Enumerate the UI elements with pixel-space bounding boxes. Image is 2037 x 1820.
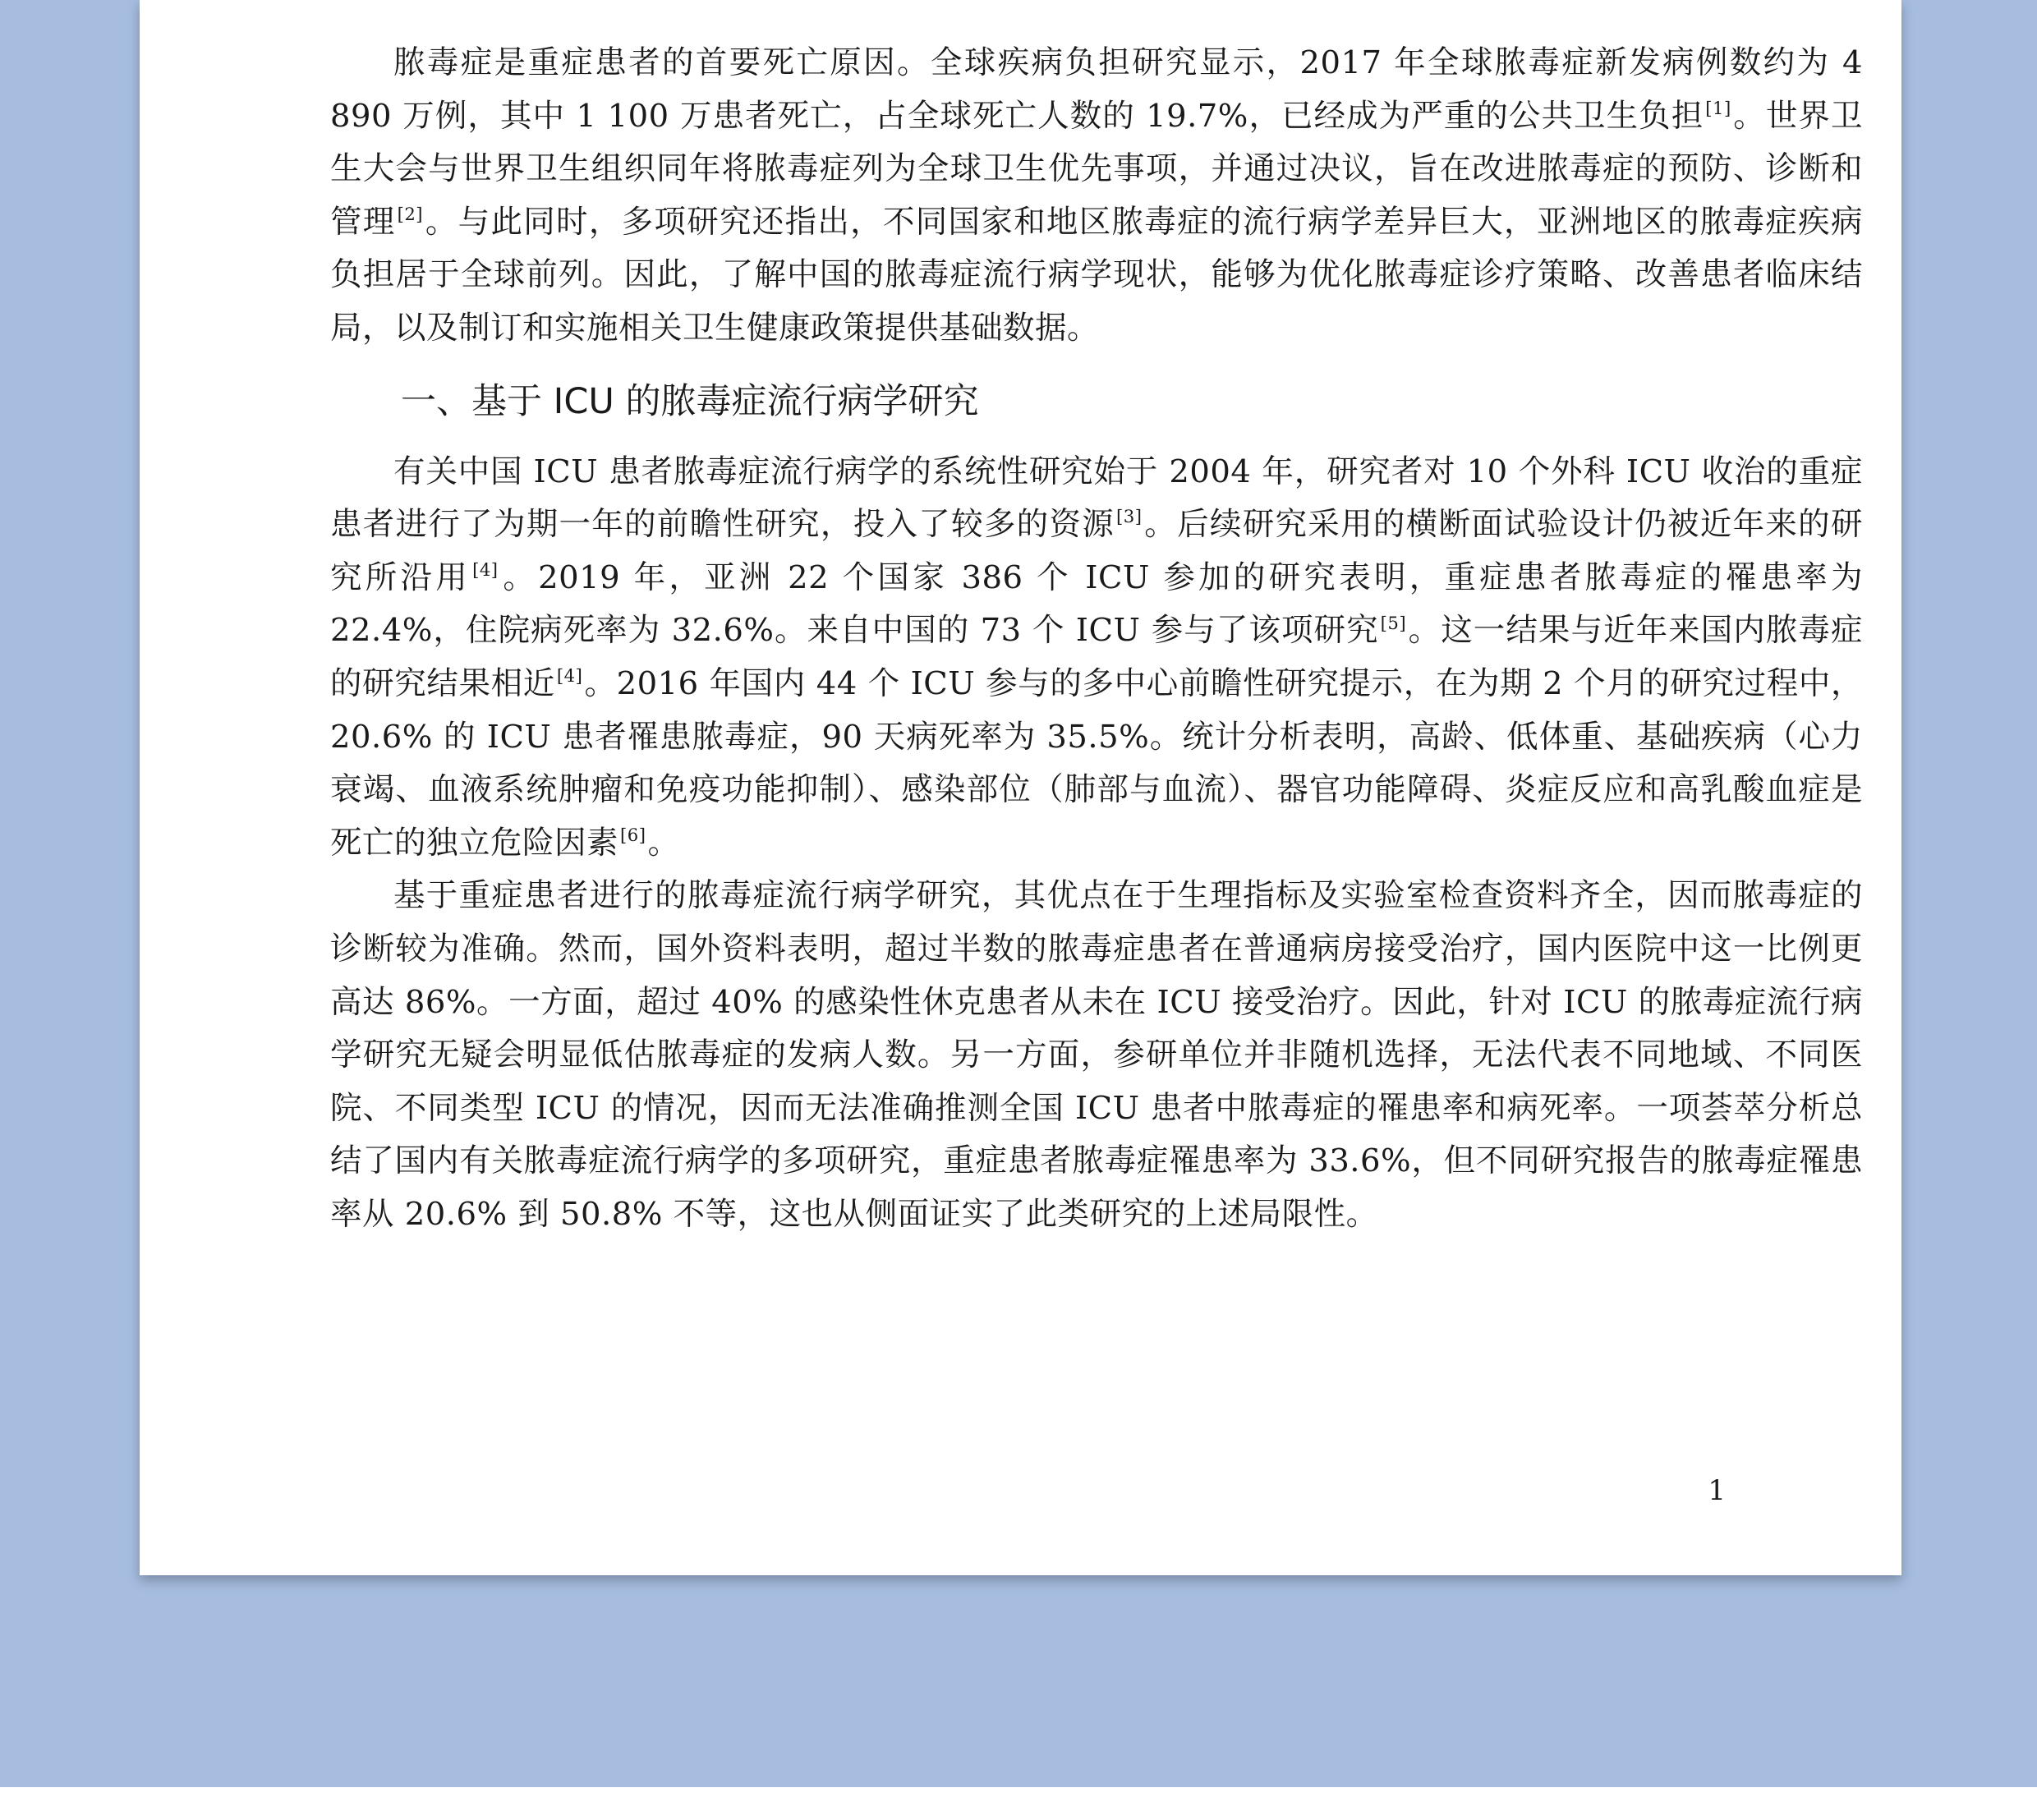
citation-marker: [3]	[1116, 506, 1143, 527]
citation-marker: [4]	[556, 665, 583, 687]
body-paragraph	[330, 37, 1863, 356]
body-paragraph	[330, 446, 1863, 871]
page-number: 1	[1708, 1474, 1726, 1507]
intro-section	[330, 37, 1863, 356]
citation-marker: [1]	[1705, 97, 1731, 118]
icu-section	[330, 446, 1863, 1242]
paragraph-text: 。后续研究采用的横断面试验设计仍被近年来的研究所沿用	[330, 506, 1863, 596]
paragraph-text: 。2019 年，亚洲 22 个国家 386 个 ICU 参加的研究表明，重症患者脓毒症的罹患率为 22.4%，住院病死率为 32.6%。来自中国的 73 个 ICU 参与了该项研究	[330, 558, 1863, 650]
document-page	[140, 0, 1901, 1575]
paragraph-text: 基于重症患者进行的脓毒症流行病学研究，其优点在于生理指标及实验室检查资料齐全，因而脓毒症的诊断较为准确。然而，国外资料表明，超过半数的脓毒症患者在普通病房接受治疗，国内医院中这一比例更高达 86%。一方面，超过 40% 的感染性休克患者从未在 ICU 接受治疗。因此，针对 ICU 的脓毒症流行病学研究无疑会明显低估脓毒症的发病人数。另一方面，参研单位并非随机选择，无法代表不同地域、不同医院、不同类型 ICU 的情况，因而无法准确推测全国 ICU 患者中脓毒症的罹患率和病死率。一项荟萃分析总结了国内有关脓毒症流行病学的多项研究，重症患者脓毒症罹患率为 33.6%，但不同研究报告的脓毒症罹患率从 20.6% 到 50.8% 不等，这也从侧面证实了此类研究的上述局限性。	[330, 877, 1863, 1233]
citation-marker: [6]	[620, 824, 646, 845]
citation-marker: [2]	[397, 203, 424, 224]
body-paragraph	[330, 870, 1863, 1241]
paragraph-text: 。这一结果与近年来国内脓毒症的研究结果相近	[330, 612, 1863, 702]
page-content	[330, 37, 1863, 1450]
citation-marker: [5]	[1380, 612, 1407, 633]
paragraph-text: 。世界卫生大会与世界卫生组织同年将脓毒症列为全球卫生优先事项，并通过决议，旨在改进脓毒症的预防、诊断和管理	[330, 97, 1863, 241]
section-heading: 一、基于 ICU 的脓毒症流行病学研究	[401, 380, 979, 422]
citation-marker: [4]	[472, 558, 499, 580]
paragraph-text: 有关中国 ICU 患者脓毒症流行病学的系统性研究始于 2004 年，研究者对 10 个外科 ICU 收治的重症患者进行了为期一年的前瞻性研究，投入了较多的资源	[330, 453, 1863, 544]
paragraph-text: 脓毒症是重症患者的首要死亡原因。全球疾病负担研究显示，2017 年全球脓毒症新发病例数约为 4 890 万例，其中 1 100 万患者死亡，占全球死亡人数的 19.7%，已经成为严重的公共卫生负担	[330, 44, 1863, 135]
paragraph-text: 。2016 年国内 44 个 ICU 参与的多中心前瞻性研究提示，在为期 2 个月的研究过程中，20.6% 的 ICU 患者罹患脓毒症，90 天病死率为 35.5%。统计分析表明，高龄、低体重、基础疾病（心力衰竭、血液系统肿瘤和免疫功能抑制）、感染部位（肺部与血流）、器官功能障碍、炎症反应和高乳酸血症是死亡的独立危险因素	[330, 664, 1863, 862]
paragraph-text: 。与此同时，多项研究还指出，不同国家和地区脓毒症的流行病学差异巨大，亚洲地区的脓毒症疾病负担居于全球前列。因此，了解中国的脓毒症流行病学现状，能够为优化脓毒症诊疗策略、改善患者临床结局，以及制订和实施相关卫生健康政策提供基础数据。	[330, 203, 1863, 347]
paragraph-text: 。	[647, 824, 680, 862]
